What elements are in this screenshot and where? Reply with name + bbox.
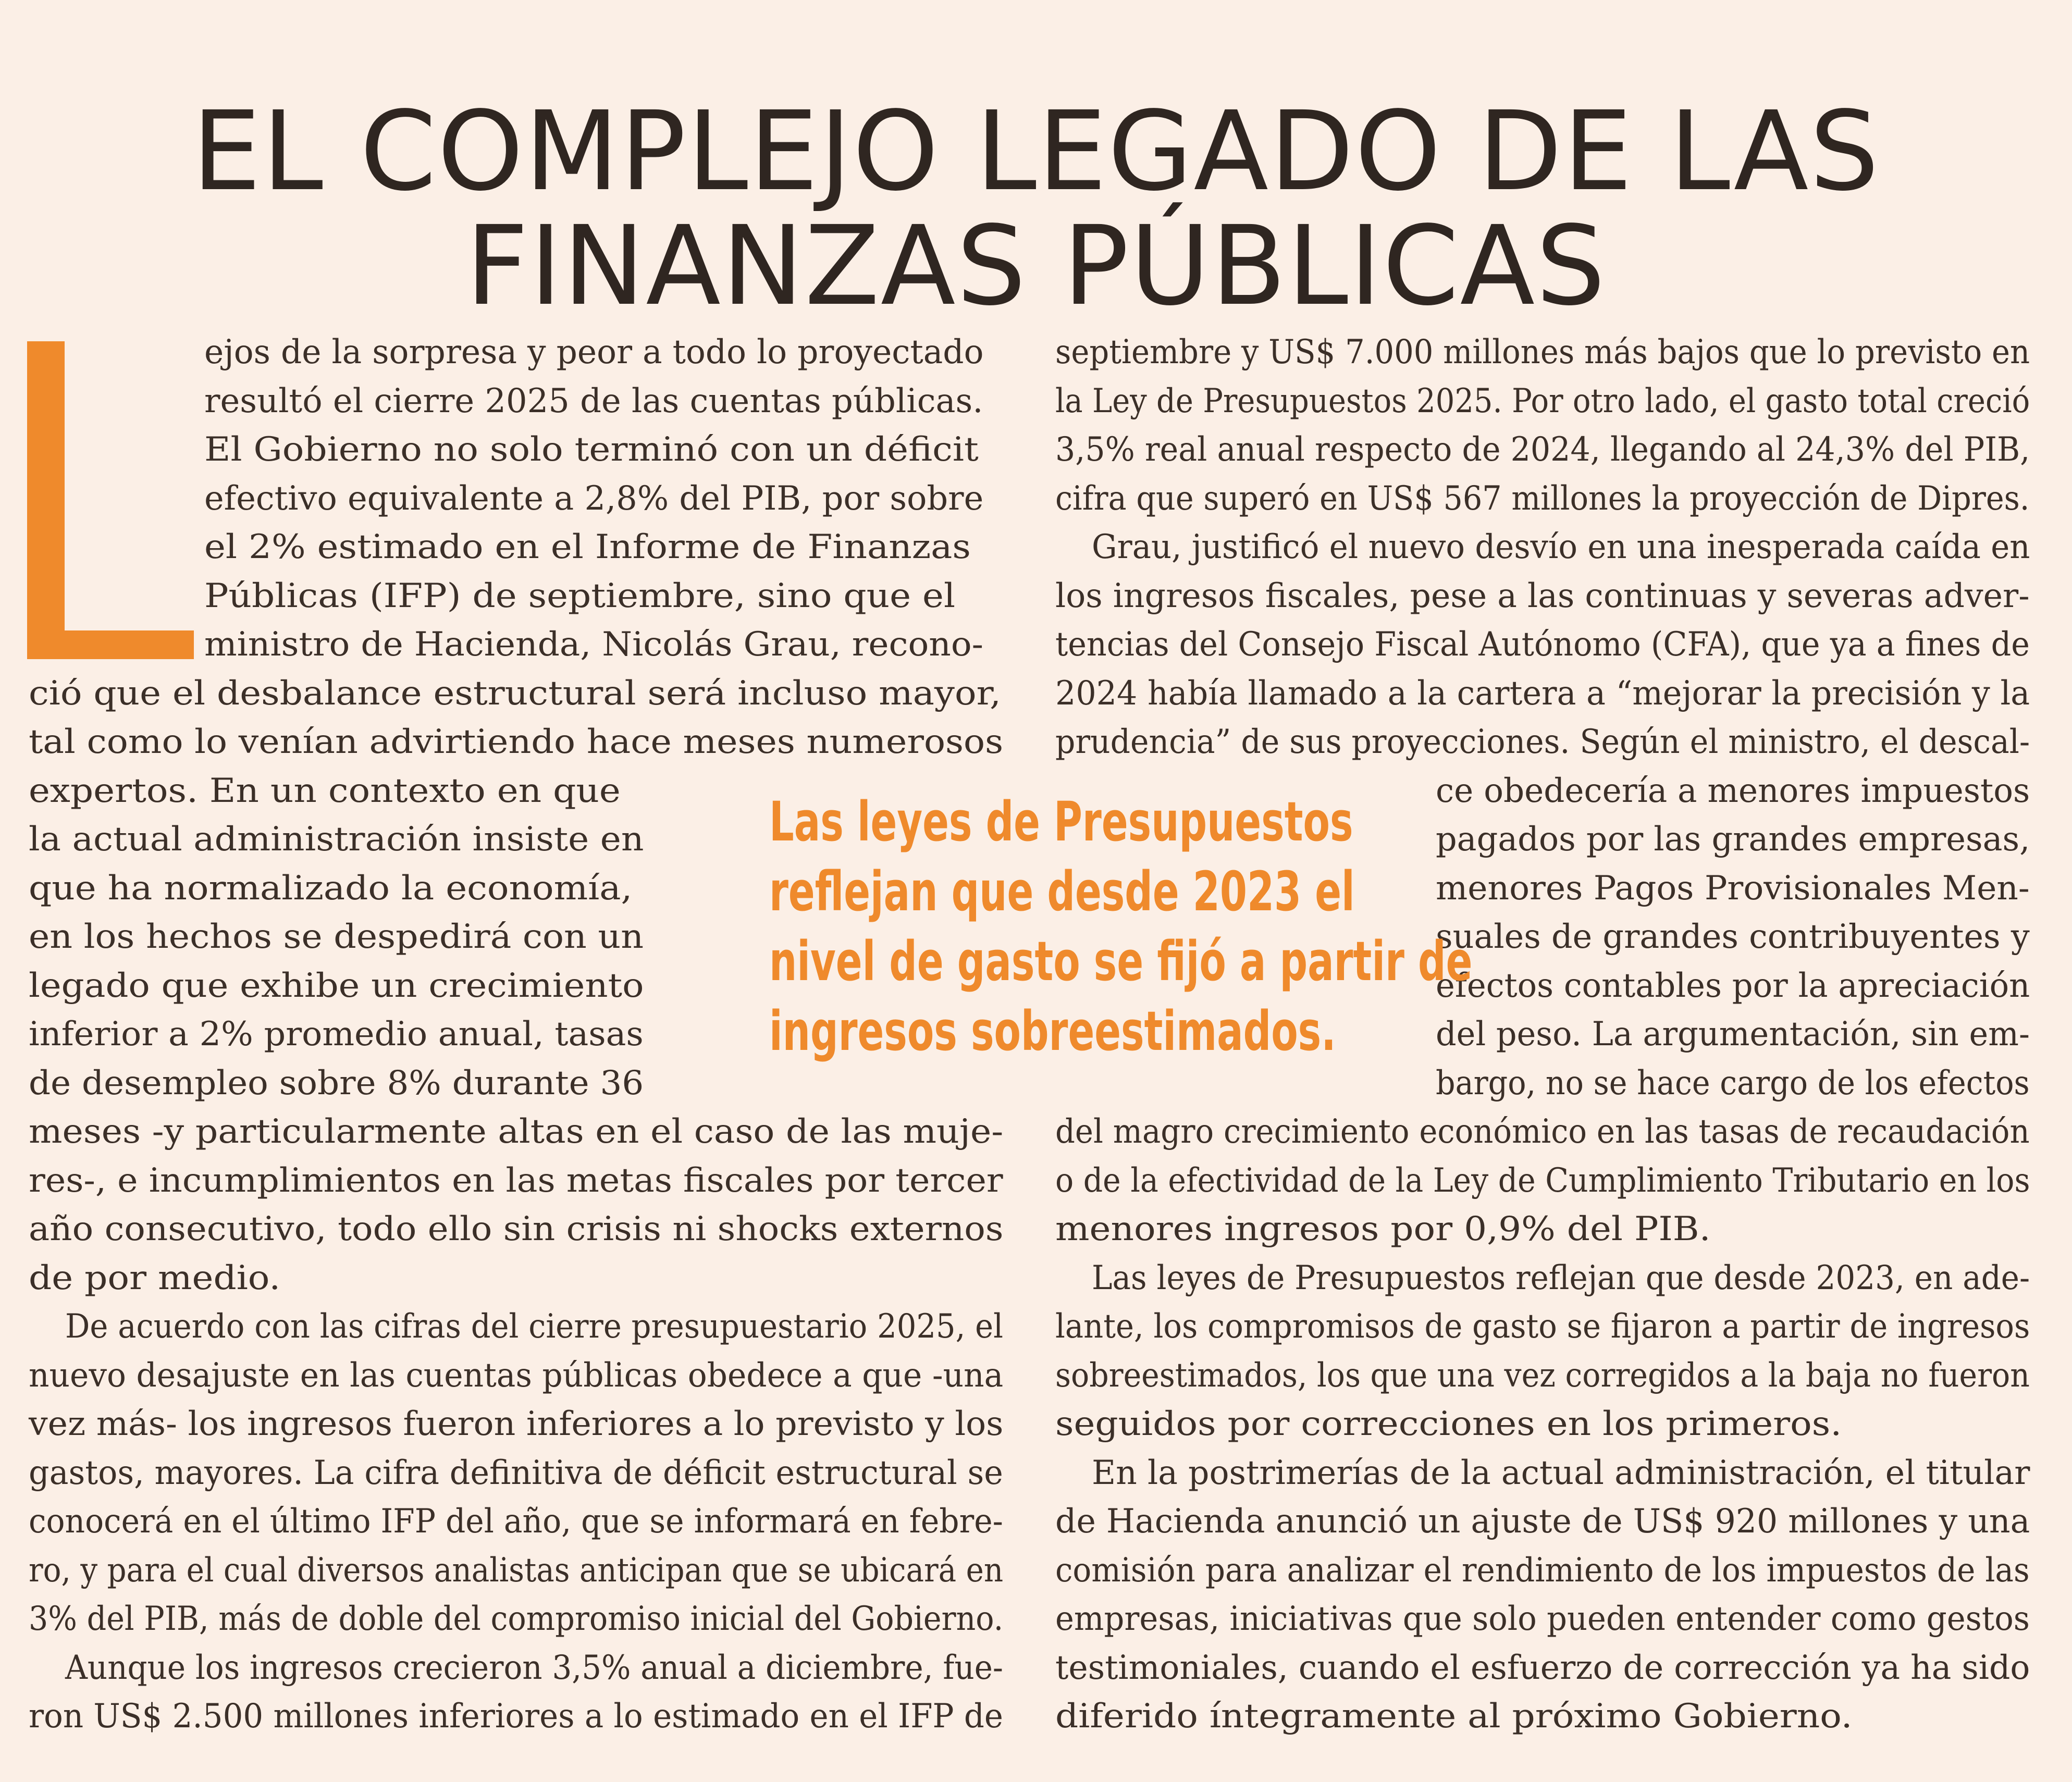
article-text-line: cifra que superó en US$ 567 millones la proyección de Dipres.: [1055, 479, 2030, 518]
article-text-line: vez más- los ingresos fueron inferiores a lo previsto y los: [29, 1405, 1004, 1443]
article-text-line: del peso. La argumentación, sin em-: [1436, 1015, 2030, 1054]
pull-quote-line: Las leyes de Presupuestos: [769, 790, 1353, 853]
article-text-line: testimoniales, cuando el esfuerzo de corrección ya ha sido: [1055, 1649, 2030, 1687]
drop-cap: [27, 341, 194, 659]
pull-quote-line: ingresos sobreestimados.: [769, 999, 1336, 1063]
article-text-line: del magro crecimiento económico en las tasas de recaudación: [1055, 1112, 2030, 1151]
article-text-line: legado que exhibe un crecimiento: [29, 967, 644, 1005]
article-text-line: prudencia” de sus proyecciones. Según el ministro, el descal-: [1055, 723, 2030, 761]
article-text-line: ció que el desbalance estructural será incluso mayor,: [29, 674, 1002, 713]
article-text-line: septiembre y US$ 7.000 millones más bajos que lo previsto en: [1055, 333, 2030, 372]
article-text-line: comisión para analizar el rendimiento de los impuestos de las: [1055, 1551, 2030, 1590]
article-text-line: inferior a 2% promedio anual, tasas: [29, 1015, 644, 1054]
article-text-line: el 2% estimado en el Informe de Finanzas: [204, 528, 971, 566]
article-text-line: los ingresos fiscales, pese a las continuas y severas adver-: [1055, 577, 2030, 615]
article-text-line: efectos contables por la apreciación: [1436, 967, 2030, 1005]
article-text-line: empresas, iniciativas que solo pueden entender como gestos: [1055, 1600, 2030, 1638]
article-text-line: diferido íntegramente al próximo Gobierno.: [1055, 1697, 1853, 1736]
article-text-line: 3% del PIB, más de doble del compromiso inicial del Gobierno.: [29, 1600, 1004, 1638]
article-text-line: de desempleo sobre 8% durante 36: [29, 1064, 644, 1103]
article-text-line: tencias del Consejo Fiscal Autónomo (CFA), que ya a fines de: [1055, 625, 2030, 664]
article-text-line: efectivo equivalente a 2,8% del PIB, por sobre: [204, 479, 984, 518]
article-text-line: ce obedecería a menores impuestos: [1436, 772, 2030, 810]
article-text-line: en los hechos se despedirá con un: [29, 918, 644, 956]
article-headline: [0, 87, 2072, 330]
article-text-line: De acuerdo con las cifras del cierre presupuestario 2025, el: [65, 1307, 1004, 1346]
pull-quote: [769, 787, 1473, 1066]
article-text-line: meses -y particularmente altas en el caso de las muje-: [29, 1112, 1004, 1151]
article-text-line: sobreestimados, los que una vez corregidos a la baja no fueron: [1055, 1356, 2030, 1395]
article-text-line: Aunque los ingresos crecieron 3,5% anual a diciembre, fue-: [65, 1649, 1003, 1687]
article-text-line: 2024 había llamado a la cartera a “mejorar la precisión y la: [1055, 674, 2030, 713]
article-text-line: Públicas (IFP) de septiembre, sino que el: [204, 577, 956, 615]
article-text-line: ejos de la sorpresa y peor a todo lo proyectado: [204, 333, 984, 372]
article-text-line: resultó el cierre 2025 de las cuentas públicas.: [204, 382, 983, 420]
article-text-line: suales de grandes contribuyentes y: [1436, 918, 2030, 956]
article-text-line: seguidos por correcciones en los primeros.: [1055, 1405, 1842, 1443]
article-text-line: ministro de Hacienda, Nicolás Grau, recono-: [204, 625, 983, 664]
article-text-line: En la postrimerías de la actual administración, el titular: [1092, 1454, 2030, 1492]
article-text-line: Las leyes de Presupuestos reflejan que desde 2023, en ade-: [1092, 1259, 2030, 1297]
article-text-line: de Hacienda anunció un ajuste de US$ 920 millones y una: [1055, 1502, 2030, 1541]
article-text-line: la actual administración insiste en: [29, 820, 644, 859]
pull-quote-line: nivel de gasto se fijó a partir de: [769, 930, 1473, 993]
article-text-line: El Gobierno no solo terminó con un déficit: [204, 430, 979, 469]
article-text-line: gastos, mayores. La cifra definitiva de déficit estructural se: [29, 1454, 1003, 1492]
pull-quote-line: reflejan que desde 2023 el: [769, 860, 1355, 923]
article-text-line: año consecutivo, todo ello sin crisis ni shocks externos: [29, 1210, 1004, 1248]
article-text-line: lante, los compromisos de gasto se fijaron a partir de ingresos: [1055, 1307, 2030, 1346]
headline-line-2: FINANZAS PÚBLICAS: [465, 202, 1607, 330]
article-text-line: nuevo desajuste en las cuentas públicas obedece a que -una: [29, 1356, 1004, 1395]
article-text-line: 3,5% real anual respecto de 2024, llegando al 24,3% del PIB,: [1055, 430, 2030, 469]
article-text-line: menores ingresos por 0,9% del PIB.: [1055, 1210, 1711, 1248]
article-text-line: Grau, justificó el nuevo desvío en una inesperada caída en: [1092, 528, 2030, 566]
article-text-line: menores Pagos Provisionales Men-: [1436, 869, 2030, 908]
article-text-line: tal como lo venían advirtiendo hace meses numerosos: [29, 723, 1004, 761]
headline-line-1: EL COMPLEJO LEGADO DE LAS: [192, 87, 1880, 215]
article-text-line: bargo, no se hace cargo de los efectos: [1436, 1064, 2030, 1103]
article-text-line: o de la efectividad de la Ley de Cumplimiento Tributario en los: [1055, 1161, 2030, 1200]
article-text-line: ro, y para el cual diversos analistas anticipan que se ubicará en: [29, 1551, 1004, 1590]
article-text-line: de por medio.: [29, 1259, 281, 1297]
article-text-line: res-, e incumplimientos en las metas fiscales por tercer: [29, 1161, 1003, 1200]
article-text-line: pagados por las grandes empresas,: [1436, 820, 2030, 859]
article-text-line: expertos. En un contexto en que: [29, 772, 621, 810]
article-text-line: conocerá en el último IFP del año, que se informará en febre-: [29, 1502, 1003, 1541]
article-text-line: que ha normalizado la economía,: [29, 869, 633, 908]
article-text-line: la Ley de Presupuestos 2025. Por otro lado, el gasto total creció: [1055, 382, 2030, 420]
article-text-line: ron US$ 2.500 millones inferiores a lo estimado en el IFP de: [29, 1697, 1003, 1736]
